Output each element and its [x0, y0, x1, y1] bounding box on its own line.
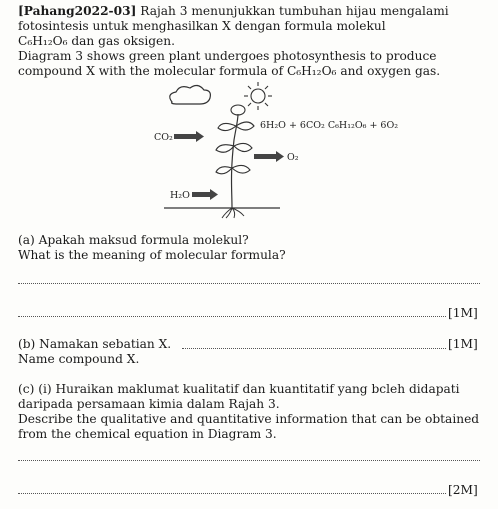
- part-b-ms: (b) Namakan sebatian X.: [18, 337, 172, 351]
- part-a-marks: [1M]: [448, 306, 478, 320]
- o2-label: O₂: [287, 152, 299, 163]
- intro-ms-text: Rajah 3 menunjukkan tumbuhan hijau mengalami: [140, 4, 449, 18]
- part-b-marks: [1M]: [448, 337, 478, 351]
- plant-leaves: [216, 122, 254, 174]
- intro-ms-line2: fotosintesis untuk menghasilkan X dengan formula molekul: [18, 19, 386, 33]
- intro-en-line1: Diagram 3 shows green plant undergoes photosynthesis to produce: [18, 49, 437, 63]
- part-c-en-line2: from the chemical equation in Diagram 3.: [18, 427, 277, 441]
- question-tag: [Pahang2022-03]: [18, 4, 137, 18]
- answer-line-b[interactable]: [182, 348, 446, 349]
- answer-line-c2[interactable]: [18, 493, 446, 494]
- photosynthesis-diagram: [150, 80, 450, 220]
- co2-arrow-icon: [174, 131, 204, 142]
- sun-icon: [244, 82, 272, 110]
- co2-label: CO₂: [154, 132, 173, 143]
- h2o-arrow-icon: [192, 189, 218, 200]
- part-c-marks: [2M]: [448, 483, 478, 497]
- part-c-ms-line2: daripada persamaan kimia dalam Rajah 3.: [18, 397, 280, 411]
- intro-en-line2: compound X with the molecular formula of C₆H₁₂O₆ and oxygen gas.: [18, 64, 441, 78]
- intro-ms-line3: C₆H₁₂O₆ dan gas oksigen.: [18, 34, 175, 48]
- intro-ms-line1: [18, 4, 449, 19]
- part-c-ms-line1: (c) (i) Huraikan maklumat kualitatif dan kuantitatif yang bcleh didapati: [18, 382, 460, 396]
- part-a-ms: (a) Apakah maksud formula molekul?: [18, 233, 249, 247]
- flower-bud: [231, 105, 245, 115]
- diagram-svg: [150, 80, 450, 220]
- h2o-label: H₂O: [170, 190, 190, 201]
- answer-line-a2[interactable]: [18, 316, 446, 317]
- part-b-en: Name compound X.: [18, 352, 140, 366]
- answer-line-c1[interactable]: [18, 460, 480, 461]
- cloud-icon: [170, 85, 211, 104]
- plant-roots: [222, 208, 244, 218]
- o2-arrow-icon: [254, 151, 284, 162]
- part-c-en-line1: Describe the qualitative and quantitative information that can be obtained: [18, 412, 480, 426]
- chemical-equation: 6H₂O + 6CO₂ C₆H₁₂O₆ + 6O₂: [260, 120, 399, 131]
- answer-line-a1[interactable]: [18, 283, 480, 284]
- part-a-en: What is the meaning of molecular formula?: [18, 248, 286, 262]
